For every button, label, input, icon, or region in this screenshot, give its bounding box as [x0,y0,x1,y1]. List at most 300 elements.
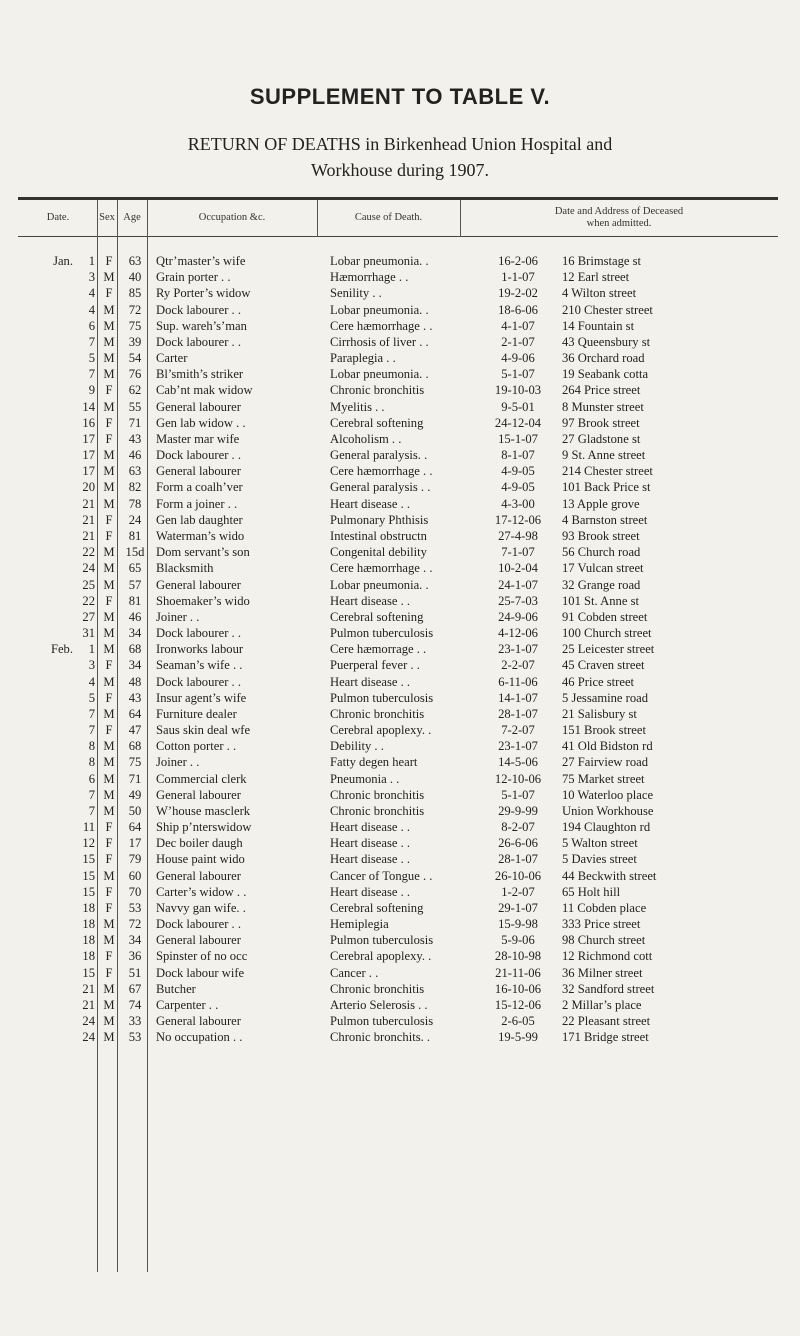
cause-of-death-cell: Cere hæmorrhage . . [330,318,433,333]
address-cell: 93 Brook street [562,529,640,543]
occupation-cell: Carter’s widow . . [156,884,247,899]
age-cell: 46 [128,448,142,463]
sex-cell: F [105,512,113,527]
death-day: 21 [82,997,95,1012]
sex-cell: F [105,900,113,915]
table-row [18,997,780,1013]
death-day: 4 [88,674,95,689]
table-row [18,932,780,948]
address-cell: 43 Queensbury st [562,334,651,349]
cause-of-death-cell: Myelitis . . [330,399,385,414]
sex-cell: F [105,836,113,851]
death-month [18,787,73,803]
occupation-cell: Insur agent’s wife [156,690,247,705]
cause-of-death-cell: Hemiplegia [330,917,389,932]
cause-of-death-cell: Pulmon tuberculosis [330,690,434,705]
table-row [18,722,780,738]
occupation-cell: Carter [156,351,188,366]
admission-date-cell: 14-5-06 [498,755,538,770]
occupation-cell: Grain porter . . [156,270,231,285]
age-cell: 75 [128,755,142,770]
age-cell: 54 [128,351,142,366]
occupation-cell: Spinster of no occ [156,949,248,964]
death-day: 12 [82,836,95,851]
deaths-table [18,253,780,1045]
cause-of-death-cell: Cancer . . [330,965,379,980]
address-cell: 36 Milner street [562,965,643,980]
death-month [18,1029,73,1045]
death-month [18,884,73,900]
admission-date-cell: 28-1-07 [498,706,538,721]
address-cell: 12 Richmond cott [562,949,653,964]
cause-of-death-cell: Pulmon tuberculosis [330,626,434,641]
death-day: 4 [88,302,95,317]
address-cell: 100 Church street [562,626,652,641]
table-row [18,253,780,269]
cause-of-death-cell: Cerebral softening [330,609,424,624]
address-cell: 32 Sandford street [562,981,655,996]
death-month [18,593,73,609]
death-month [18,835,73,851]
age-cell: 72 [128,302,142,317]
admission-date-cell: 15-12-06 [494,997,542,1012]
address-cell: 97 Brook street [562,415,640,430]
death-day: 5 [88,690,95,705]
cause-of-death-cell: Lobar pneumonia. . [330,577,429,592]
sex-cell: M [103,674,115,689]
death-day: 7 [88,787,95,802]
age-cell: 74 [128,997,142,1012]
sex-cell: F [105,415,113,430]
death-month [18,948,73,964]
occupation-cell: Qtr’master’s wife [156,254,246,269]
admission-date-cell: 6-11-06 [498,674,538,689]
admission-date-cell: 1-1-07 [501,270,535,285]
admission-date-cell: 8-1-07 [501,448,535,463]
table-row [18,366,780,382]
cause-of-death-cell: Cere hæmorrage . . [330,642,427,657]
admission-date-cell: 23-1-07 [498,642,538,657]
cause-of-death-cell: Chronic bronchitis [330,787,425,802]
death-month [18,302,73,318]
sex-cell: M [103,496,115,511]
admission-date-cell: 9-5-01 [501,399,535,414]
cause-of-death-cell: Cere hæmorrhage . . [330,561,433,576]
death-month [18,722,73,738]
admission-date-cell: 4-9-05 [501,480,535,495]
death-day: 8 [88,755,95,770]
occupation-cell: Dec boiler daugh [156,836,243,851]
sex-cell: F [105,949,113,964]
age-cell: 49 [128,787,142,802]
sex-cell: F [105,852,113,867]
occupation-cell: No occupation . . [156,1030,243,1045]
occupation-cell: General labourer [156,933,241,948]
sex-cell: M [103,334,115,349]
death-day: 24 [82,561,95,576]
admission-date-cell: 26-10-06 [494,868,542,883]
table-row [18,479,780,495]
death-day: 14 [82,399,95,414]
admission-date-cell: 17-12-06 [494,512,542,527]
table-row [18,528,780,544]
death-month [18,544,73,560]
cause-of-death-cell: Heart disease . . [330,674,411,689]
cause-of-death-cell: Cerebral apoplexy. . [330,723,432,738]
age-cell: 67 [128,981,142,996]
age-cell: 68 [128,642,142,657]
cause-of-death-cell: Intestinal obstructn [330,529,427,543]
age-cell: 64 [128,706,142,721]
death-day: 6 [88,771,95,786]
occupation-cell: Ship p’nterswidow [156,820,252,835]
address-cell: 5 Davies street [562,852,637,867]
death-day: 22 [82,545,95,560]
death-month [18,609,73,625]
death-day: 7 [88,723,95,738]
address-cell: 5 Walton street [562,836,638,851]
sex-cell: F [105,820,113,835]
death-day: 27 [82,609,95,624]
death-month [18,657,73,673]
table-row [18,948,780,964]
age-cell: 46 [128,609,142,624]
death-day: 9 [88,383,95,398]
table-row [18,350,780,366]
admission-date-cell: 10-2-04 [498,561,538,576]
table-row [18,787,780,803]
table-row [18,269,780,285]
age-cell: 85 [128,286,142,301]
death-day: 17 [82,464,95,479]
age-cell: 81 [128,593,142,608]
death-month [18,673,73,689]
age-cell: 71 [128,771,142,786]
cause-of-death-cell: Chronic bronchitis [330,706,425,721]
admission-date-cell: 4-12-06 [498,626,538,641]
address-cell: 14 Fountain st [562,318,635,333]
table-row [18,625,780,641]
admission-date-cell: 15-1-07 [498,431,538,446]
death-month [18,706,73,722]
occupation-cell: Saus skin deal wfe [156,723,251,738]
sex-cell: F [105,884,113,899]
age-cell: 53 [128,1030,142,1045]
occupation-cell: Cab’nt mak widow [156,383,253,398]
cause-of-death-cell: Cerebral softening [330,415,424,430]
age-cell: 65 [128,561,142,576]
admission-date-cell: 15-9-98 [498,917,538,932]
sex-cell: M [103,917,115,932]
death-day: 1 [88,254,95,269]
table-row [18,738,780,754]
admission-date-cell: 19-10-03 [494,383,542,398]
address-cell: 214 Chester street [562,464,653,479]
occupation-cell: Form a coalh’ver [156,480,243,495]
death-day: 7 [88,706,95,721]
occupation-cell: General labourer [156,399,241,414]
sex-cell: M [103,933,115,948]
death-month [18,900,73,916]
age-cell: 48 [128,674,142,689]
occupation-cell: Seaman’s wife . . [156,658,243,673]
admission-date-cell: 2-6-05 [501,1014,535,1029]
occupation-cell: Dock labourer . . [156,626,241,641]
address-cell: 12 Earl street [562,270,630,285]
admission-date-cell: 5-1-07 [501,367,535,382]
address-cell: 32 Grange road [562,577,641,592]
table-row [18,641,780,657]
sex-cell: F [105,690,113,705]
occupation-cell: Commercial clerk [156,771,247,786]
death-day: 3 [88,658,95,673]
age-cell: 81 [128,529,142,543]
table-row [18,673,780,689]
age-cell: 63 [128,464,142,479]
table-row [18,851,780,867]
occupation-cell: Dock labourer . . [156,334,241,349]
address-cell: 27 Gladstone st [562,431,641,446]
table-row [18,868,780,884]
sex-cell: F [105,431,113,446]
occupation-cell: Waterman’s wido [156,529,245,543]
occupation-cell: Dom servant’s son [156,545,250,560]
address-cell: 16 Brimstage st [562,254,642,269]
death-day: 18 [82,917,95,932]
death-month: Feb. [50,642,73,657]
age-cell: 68 [128,739,142,754]
address-cell: 36 Orchard road [562,351,645,366]
cause-of-death-cell: Chronic bronchitis [330,803,425,818]
occupation-cell: Butcher [156,981,196,996]
age-cell: 24 [128,512,142,527]
table-row [18,706,780,722]
death-month [18,431,73,447]
table-row [18,382,780,398]
sex-cell: F [105,286,113,301]
address-cell: 4 Barnston street [562,512,648,527]
address-cell: Union Workhouse [562,803,654,818]
sex-cell: M [103,1030,115,1045]
header-occupation: Occupation &c. [198,212,266,223]
age-cell: 60 [128,868,142,883]
sex-cell: F [105,658,113,673]
sex-cell: M [103,367,115,382]
death-day: 17 [82,431,95,446]
age-cell: 17 [128,836,142,851]
address-cell: 101 St. Anne st [562,593,639,608]
cause-of-death-cell: Cirrhosis of liver . . [330,334,429,349]
cause-of-death-cell: Cere hæmorrhage . . [330,464,433,479]
death-month [18,868,73,884]
cause-of-death-cell: Pulmon tuberculosis [330,933,434,948]
sex-cell: M [103,755,115,770]
sex-cell: M [103,609,115,624]
header-date: Date. [46,212,70,223]
address-cell: 44 Beckwith street [562,868,657,883]
cause-of-death-cell: Senility . . [330,286,382,301]
cause-of-death-cell: Puerperal fever . . [330,658,420,673]
occupation-cell: Navvy gan wife. . [156,900,246,915]
age-cell: 79 [128,852,142,867]
table-row [18,576,780,592]
address-cell: 41 Old Bidston rd [562,739,653,754]
age-cell: 78 [128,496,142,511]
occupation-cell: Blacksmith [156,561,214,576]
age-cell: 72 [128,917,142,932]
sex-cell: M [103,997,115,1012]
death-month [18,576,73,592]
death-day: 24 [82,1030,95,1045]
sex-cell: F [105,529,113,543]
supplement-heading: SUPPLEMENT TO TABLE V. [249,84,551,109]
age-cell: 55 [128,399,142,414]
death-month [18,754,73,770]
sex-cell: F [105,383,113,398]
address-cell: 19 Seabank cotta [562,367,649,382]
header-rule [18,236,778,237]
occupation-cell: House paint wido [156,852,245,867]
table-row [18,431,780,447]
death-month: Jan. [53,254,73,269]
occupation-cell: Gen lab daughter [156,512,243,527]
death-day: 25 [82,577,95,592]
occupation-cell: Ironworks labour [156,642,244,657]
table-row [18,916,780,932]
table-row [18,560,780,576]
cause-of-death-cell: Cancer of Tongue . . [330,868,433,883]
sex-cell: M [103,302,115,317]
cause-of-death-cell: General paralysis. . [330,448,428,463]
admission-date-cell: 8-2-07 [501,820,535,835]
admission-date-cell: 16-10-06 [494,981,542,996]
admission-date-cell: 4-9-06 [501,351,535,366]
death-day: 21 [82,529,95,543]
table-row [18,609,780,625]
sex-cell: M [103,771,115,786]
cause-of-death-cell: Fatty degen heart [330,755,418,770]
address-cell: 27 Fairview road [562,755,649,770]
admission-date-cell: 25-7-03 [498,593,538,608]
death-month [18,965,73,981]
cause-of-death-cell: Debility . . [330,739,384,754]
table-row [18,302,780,318]
table-row [18,754,780,770]
cause-of-death-cell: Chronic bronchitis [330,981,425,996]
table-row [18,512,780,528]
age-cell: 34 [128,626,142,641]
table-row [18,803,780,819]
address-cell: 151 Brook street [562,723,646,738]
death-month [18,690,73,706]
death-day: 5 [88,351,95,366]
header-address-line2: when admitted. [586,218,652,229]
sex-cell: M [103,318,115,333]
admission-date-cell: 18-6-06 [498,302,538,317]
cause-of-death-cell: Heart disease . . [330,852,411,867]
admission-date-cell: 29-1-07 [498,900,538,915]
cause-of-death-cell: Lobar pneumonia. . [330,367,429,382]
sex-cell: M [103,981,115,996]
occupation-cell: General labourer [156,464,241,479]
top-rule [18,197,778,200]
admission-date-cell: 23-1-07 [498,739,538,754]
sex-cell: M [103,868,115,883]
age-cell: 36 [128,949,142,964]
age-cell: 75 [128,318,142,333]
address-cell: 171 Bridge street [562,1030,649,1045]
occupation-cell: Master mar wife [156,431,240,446]
death-month [18,738,73,754]
cause-of-death-cell: Heart disease . . [330,593,411,608]
sex-cell: M [103,803,115,818]
admission-date-cell: 12-10-06 [494,771,542,786]
table-row [18,690,780,706]
death-month [18,851,73,867]
death-month [18,512,73,528]
table-row [18,544,780,560]
cause-of-death-cell: Heart disease . . [330,884,411,899]
address-cell: 45 Craven street [562,658,645,673]
death-day: 31 [82,626,95,641]
occupation-cell: Dock labour wife [156,965,245,980]
death-day: 7 [88,334,95,349]
cause-of-death-cell: Paraplegia . . [330,351,396,366]
cause-of-death-cell: Pulmonary Phthisis [330,512,429,527]
occupation-cell: W’house masclerk [156,803,251,818]
death-day: 21 [82,512,95,527]
address-cell: 10 Waterloo place [562,787,654,802]
death-month [18,382,73,398]
cause-of-death-cell: Pneumonia . . [330,771,400,786]
sex-cell: M [103,480,115,495]
header-cause: Cause of Death. [354,212,423,223]
admission-date-cell: 28-1-07 [498,852,538,867]
table-row [18,447,780,463]
cause-of-death-cell: Congenital debility [330,545,427,560]
cause-of-death-cell: Heart disease . . [330,820,411,835]
age-cell: 62 [128,383,142,398]
death-day: 1 [88,642,95,657]
admission-date-cell: 4-1-07 [501,318,535,333]
death-month [18,399,73,415]
death-day: 8 [88,739,95,754]
admission-date-cell: 4-9-05 [501,464,535,479]
address-cell: 210 Chester street [562,302,653,317]
sex-cell: F [105,254,113,269]
sex-cell: M [103,787,115,802]
table-row [18,318,780,334]
occupation-cell: General labourer [156,868,241,883]
header-age: Age [123,212,141,223]
death-month [18,916,73,932]
address-cell: 17 Vulcan street [562,561,644,576]
age-cell: 43 [128,431,142,446]
admission-date-cell: 24-12-04 [494,415,542,430]
sex-cell: M [103,448,115,463]
address-cell: 65 Holt hill [562,884,621,899]
age-cell: 15d [125,545,145,560]
occupation-cell: Furniture dealer [156,706,237,721]
admission-date-cell: 21-11-06 [495,965,541,980]
death-month [18,350,73,366]
address-cell: 13 Apple grove [562,496,640,511]
cause-of-death-cell: Arterio Selerosis . . [330,997,428,1012]
cause-of-death-cell: Lobar pneumonia. . [330,302,429,317]
occupation-cell: Joiner . . [156,609,200,624]
death-month [18,981,73,997]
sex-cell: F [105,593,113,608]
